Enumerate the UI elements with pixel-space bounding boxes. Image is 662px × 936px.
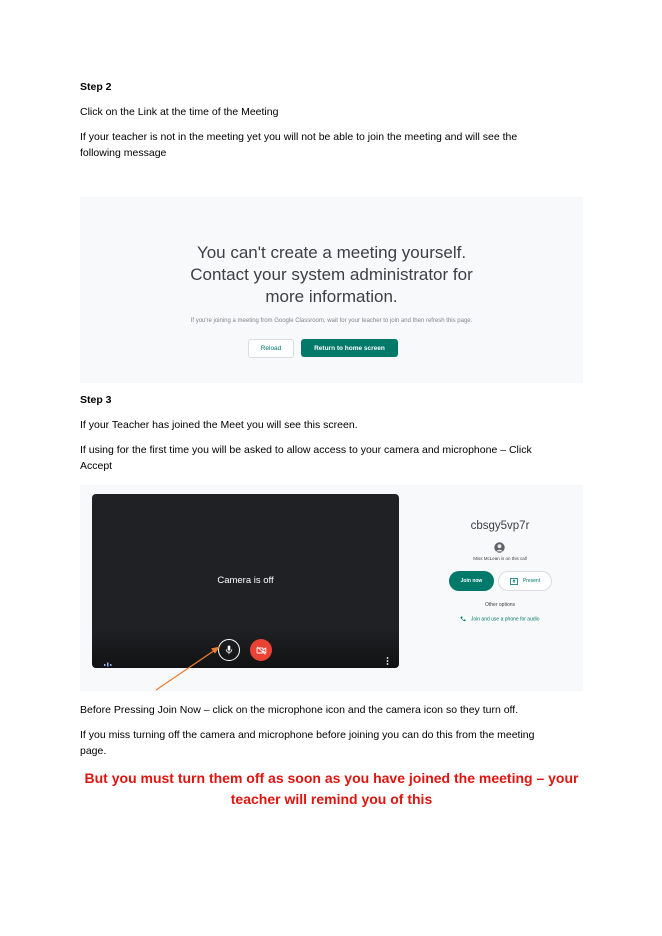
error-title-line1: You can't create a meeting yourself. bbox=[196, 243, 467, 262]
phone-audio-label: Join and use a phone for audio bbox=[470, 616, 540, 623]
warning-line2: teacher will remind you of this bbox=[230, 791, 433, 807]
step2-heading: Step 2 bbox=[80, 81, 112, 93]
camera-off-label: Camera is off bbox=[217, 575, 274, 586]
step3-line1: If your Teacher has joined the Meet you will see this screen. bbox=[80, 419, 358, 431]
error-title-line3: more information. bbox=[265, 287, 398, 306]
phone-audio-link[interactable] bbox=[425, 616, 575, 622]
step2-line2b: following message bbox=[80, 147, 167, 159]
error-title bbox=[80, 242, 583, 308]
camera-preview bbox=[92, 494, 399, 668]
annotation-arrow bbox=[150, 640, 230, 695]
instruction-line1: Before Pressing Join Now – click on the microphone icon and the camera icon so they turn off. bbox=[80, 704, 519, 716]
camera-button[interactable] bbox=[250, 639, 272, 661]
present-icon bbox=[510, 578, 518, 585]
on-call-status: Miss McLean is on this call bbox=[473, 556, 527, 561]
step3-heading: Step 3 bbox=[80, 394, 112, 406]
other-options-label: Other options bbox=[484, 602, 516, 608]
camera-off-icon bbox=[256, 646, 267, 655]
audio-level-icon bbox=[104, 654, 112, 672]
return-home-button[interactable]: Return to home screen bbox=[301, 339, 398, 357]
meeting-code: cbsgy5vp7r bbox=[470, 520, 530, 532]
instruction-line2a: If you miss turning off the camera and microphone before joining you can do this from the meeting bbox=[80, 729, 535, 741]
reload-button[interactable]: Reload bbox=[248, 339, 294, 358]
join-now-button[interactable]: Join now bbox=[449, 571, 494, 591]
more-options-icon[interactable] bbox=[386, 652, 389, 670]
step2-line2a: If your teacher is not in the meeting yet you will not be able to join the meeting and will see the bbox=[80, 131, 518, 143]
participant-avatar-icon bbox=[494, 540, 505, 551]
warning-note bbox=[80, 768, 583, 810]
error-subtext: If you're joining a meeting from Google Classroom, wait for your teacher to join and then refresh this page. bbox=[190, 318, 473, 324]
meeting-error-screenshot bbox=[80, 197, 583, 383]
step3-line2b: Accept bbox=[80, 460, 113, 472]
present-label: Present bbox=[522, 578, 541, 584]
instruction-line2b: page. bbox=[80, 745, 107, 757]
present-button[interactable] bbox=[498, 571, 552, 591]
step3-line2a: If using for the first time you will be asked to allow access to your camera and microphone – Click bbox=[80, 444, 532, 456]
phone-icon bbox=[460, 616, 466, 622]
step2-line1: Click on the Link at the time of the Meeting bbox=[80, 106, 279, 118]
preview-controls-bar bbox=[92, 628, 399, 668]
warning-line1: But you must turn them off as soon as you have joined the meeting – your bbox=[84, 770, 579, 786]
error-title-line2: Contact your system administrator for bbox=[190, 265, 473, 284]
